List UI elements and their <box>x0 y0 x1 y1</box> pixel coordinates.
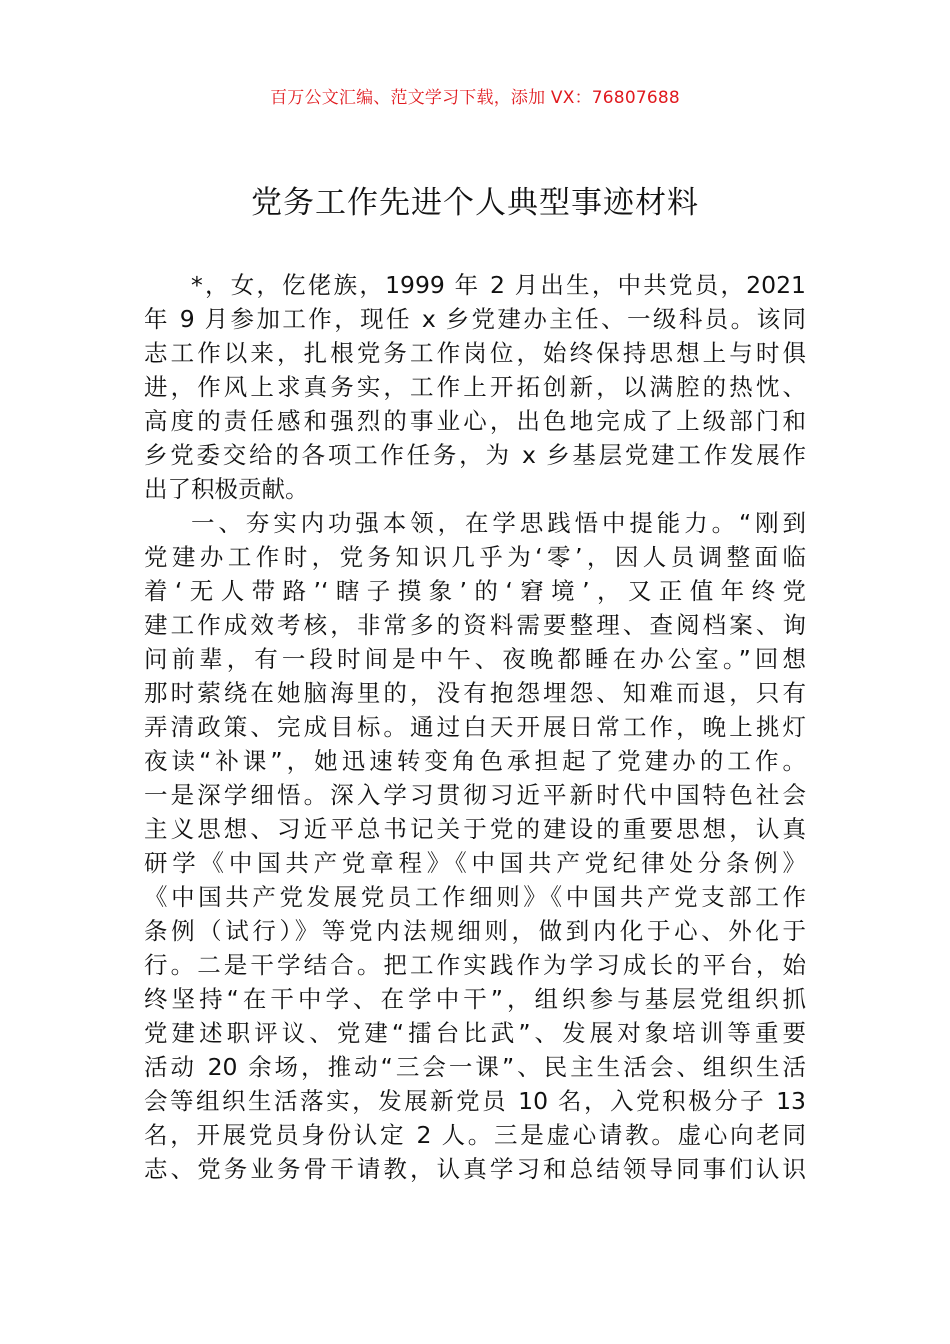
document-title: 党务工作先进个人典型事迹材料 <box>251 185 699 221</box>
text-line: 那时萦绕在她脑海里的，没有抱怨埋怨、知难而退，只有 <box>144 679 806 707</box>
text-line: 弄清政策、完成目标。通过白天开展日常工作，晚上挑灯 <box>144 713 806 741</box>
text-line: 一是深学细悟。深入学习贯彻习近平新时代中国特色社会 <box>144 781 806 809</box>
text-line: 《中国共产党发展党员工作细则》《中国共产党支部工作 <box>144 883 806 911</box>
text-line: 志、党务业务骨干请教，认真学习和总结领导同事们认识 <box>144 1155 806 1183</box>
header-watermark-note: 百万公文汇编、范文学习下载，添加 VX：76807688 <box>270 88 680 108</box>
text-line: 年 9 月参加工作，现任 x 乡党建办主任、一级科员。该同 <box>144 305 806 333</box>
text-line: 行。二是干学结合。把工作实践作为学习成长的平台，始 <box>144 951 806 979</box>
text-line: 进，作风上求真务实，工作上开拓创新，以满腔的热忱、 <box>144 373 806 401</box>
text-line: 党建述职评议、党建“擂台比武”、发展对象培训等重要 <box>144 1019 806 1047</box>
paragraph-section-one <box>144 506 806 1186</box>
text-line: 研学《中国共产党章程》《中国共产党纪律处分条例》 <box>144 849 806 877</box>
text-line: 活动 20 余场，推动“三会一课”、民主生活会、组织生活 <box>144 1053 806 1081</box>
text-line: 党建办工作时，党务知识几乎为‘零’，因人员调整面临 <box>144 543 806 571</box>
text-line: 高度的责任感和强烈的事业心，出色地完成了上级部门和 <box>144 407 806 435</box>
text-line: 会等组织生活落实，发展新党员 10 名，入党积极分子 13 <box>144 1087 806 1115</box>
paragraph-intro <box>144 268 806 506</box>
text-line: 条例（试行）》等党内法规细则，做到内化于心、外化于 <box>144 917 806 945</box>
text-line: 终坚持“在干中学、在学中干”，组织参与基层党组织抓 <box>144 985 806 1013</box>
document-body <box>144 268 806 1186</box>
text-line: 着‘无人带路’‘瞎子摸象’的‘窘境’，又正值年终党 <box>144 577 806 605</box>
text-line: 出了积极贡献。 <box>144 475 309 503</box>
text-line: 建工作成效考核，非常多的资料需要整理、查阅档案、询 <box>144 611 806 639</box>
text-line: 问前辈，有一段时间是中午、夜晚都睡在办公室。”回想 <box>144 645 806 673</box>
text-line: 主义思想、习近平总书记关于党的建设的重要思想，认真 <box>144 815 806 843</box>
text-line: 名，开展党员身份认定 2 人。三是虚心请教。虚心向老同 <box>144 1121 806 1149</box>
text-line: 夜读“补课”，她迅速转变角色承担起了党建办的工作。 <box>144 747 806 775</box>
text-line: 志工作以来，扎根党务工作岗位，始终保持思想上与时俱 <box>144 339 806 367</box>
section-heading-line: 一、夯实内功强本领，在学思践悟中提能力。“刚到 <box>191 509 806 537</box>
text-line: 乡党委交给的各项工作任务，为 x 乡基层党建工作发展作 <box>144 441 806 469</box>
text-line: *，女，仡佬族，1999 年 2 月出生，中共党员，2021 <box>191 271 806 299</box>
